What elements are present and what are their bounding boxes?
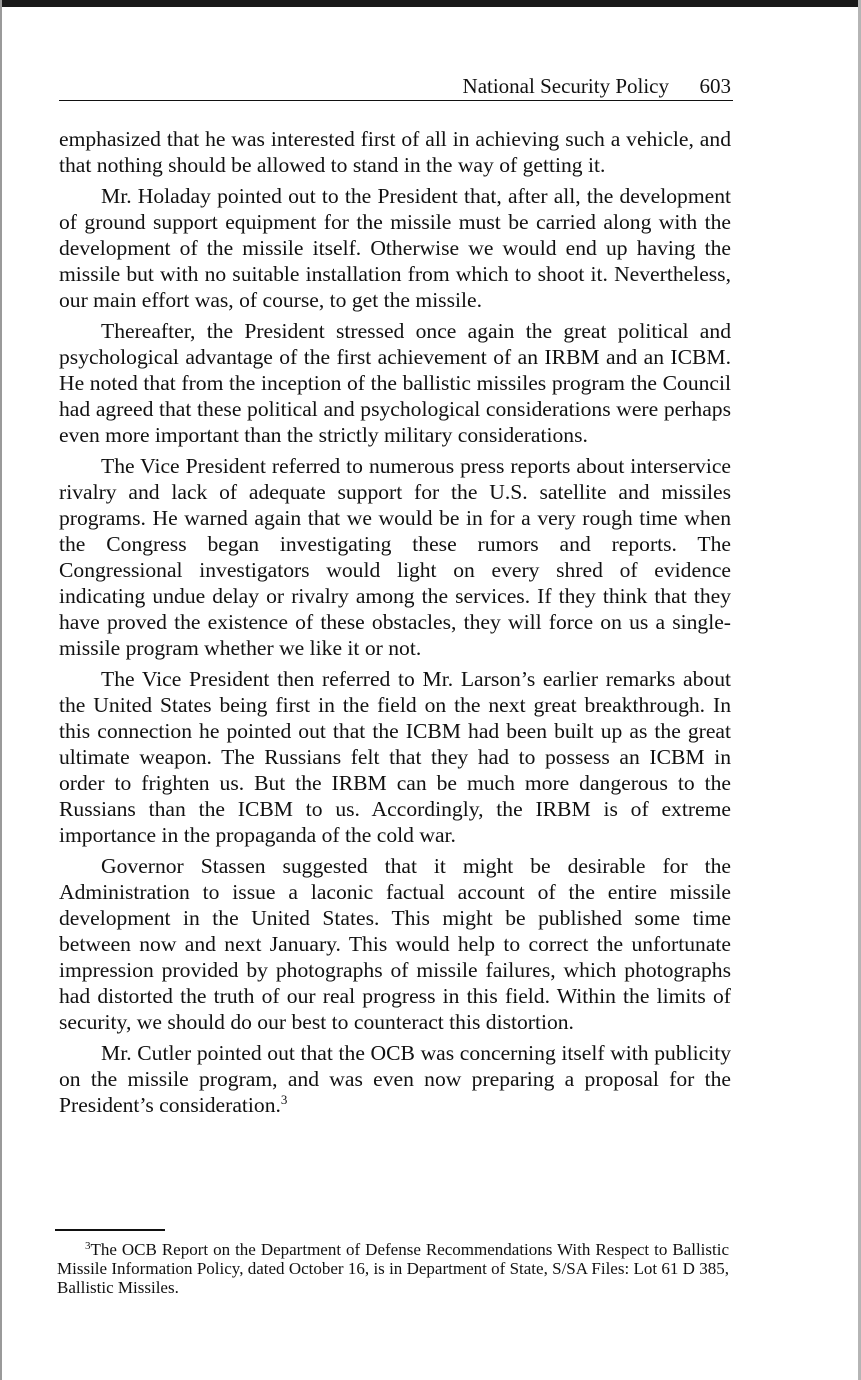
running-title: National Security Policy [462, 74, 669, 98]
body-text [59, 126, 731, 1123]
paragraph-stassen: Governor Stassen suggested that it might be desirable for the Administration to issue a laconic factual account of the entire missile development in the United States. This might be published some time between now and next January. This would help to correct the unfortunate impression provided by photographs of missile failures, which photographs had distorted the truth of our real progress in this field. Within the limits of security, we should do our best to counteract this distortion. [59, 854, 731, 1034]
paragraph-president: Thereafter, the President stressed once again the great political and psychological advantage of the first achievement of an IRBM and an ICBM. He noted that from the inception of the ballistic missiles program the Council had agreed that these political and psychological considerations were perhaps even more important than the strictly military considerations. [59, 319, 731, 447]
paragraph-vice-president-press: The Vice President referred to numerous press reports about interservice rivalry and lack of adequate support for the U.S. satellite and missiles programs. He warned again that we would be in for a very rough time when the Congress began investigating these rumors and reports. The Congressional investigators would light on every shred of evidence indicating undue delay or rivalry among the services. If they think that they have proved the existence of these obstacles, they will force on us a single-missile program whether we like it or not. [59, 454, 731, 660]
paragraph-cutler [59, 1040, 731, 1118]
footnote-text: The OCB Report on the Department of Defense Recommendations With Respect to Ballistic Missile Information Policy, dated October 16, is in Department of State, S/SA Files: Lot 61 D 385, Ballistic Missiles. [57, 1240, 729, 1297]
footnote-rule [55, 1229, 165, 1231]
paragraph-continued: emphasized that he was interested first of all in achieving such a vehicle, and that nothing should be allowed to stand in the way of getting it. [59, 127, 731, 177]
paragraph-cutler-text: Mr. Cutler pointed out that the OCB was concerning itself with publicity on the missile program, and was even now preparing a proposal for the President’s consideration. [59, 1041, 731, 1117]
footnote-number: 3 [85, 1240, 91, 1252]
scan-top-edge [0, 0, 861, 7]
paragraph-holaday: Mr. Holaday pointed out to the President that, after all, the development of ground support equipment for the missile must be carried along with the development of the missile itself. Otherwise we would end up having the missile but with no suitable installation from which to shoot it. Nevertheless, our main effort was, of course, to get the missile. [59, 184, 731, 312]
footnote-reference: 3 [280, 1092, 288, 1107]
scan-left-edge [0, 0, 2, 1380]
paragraph-vice-president-larson: The Vice President then referred to Mr. Larson’s earlier remarks about the United States being first in the field on the next great breakthrough. In this connection he pointed out that the ICBM had been built up as the great ultimate weapon. The Russians felt that they had to possess an ICBM in order to frighten us. But the IRBM can be much more dangerous to the Russians than the ICBM to us. Accordingly, the IRBM is of extreme importance in the propaganda of the cold war. [59, 667, 731, 847]
footnote [57, 1240, 729, 1297]
page-number: 603 [699, 74, 731, 98]
running-head [59, 72, 733, 101]
